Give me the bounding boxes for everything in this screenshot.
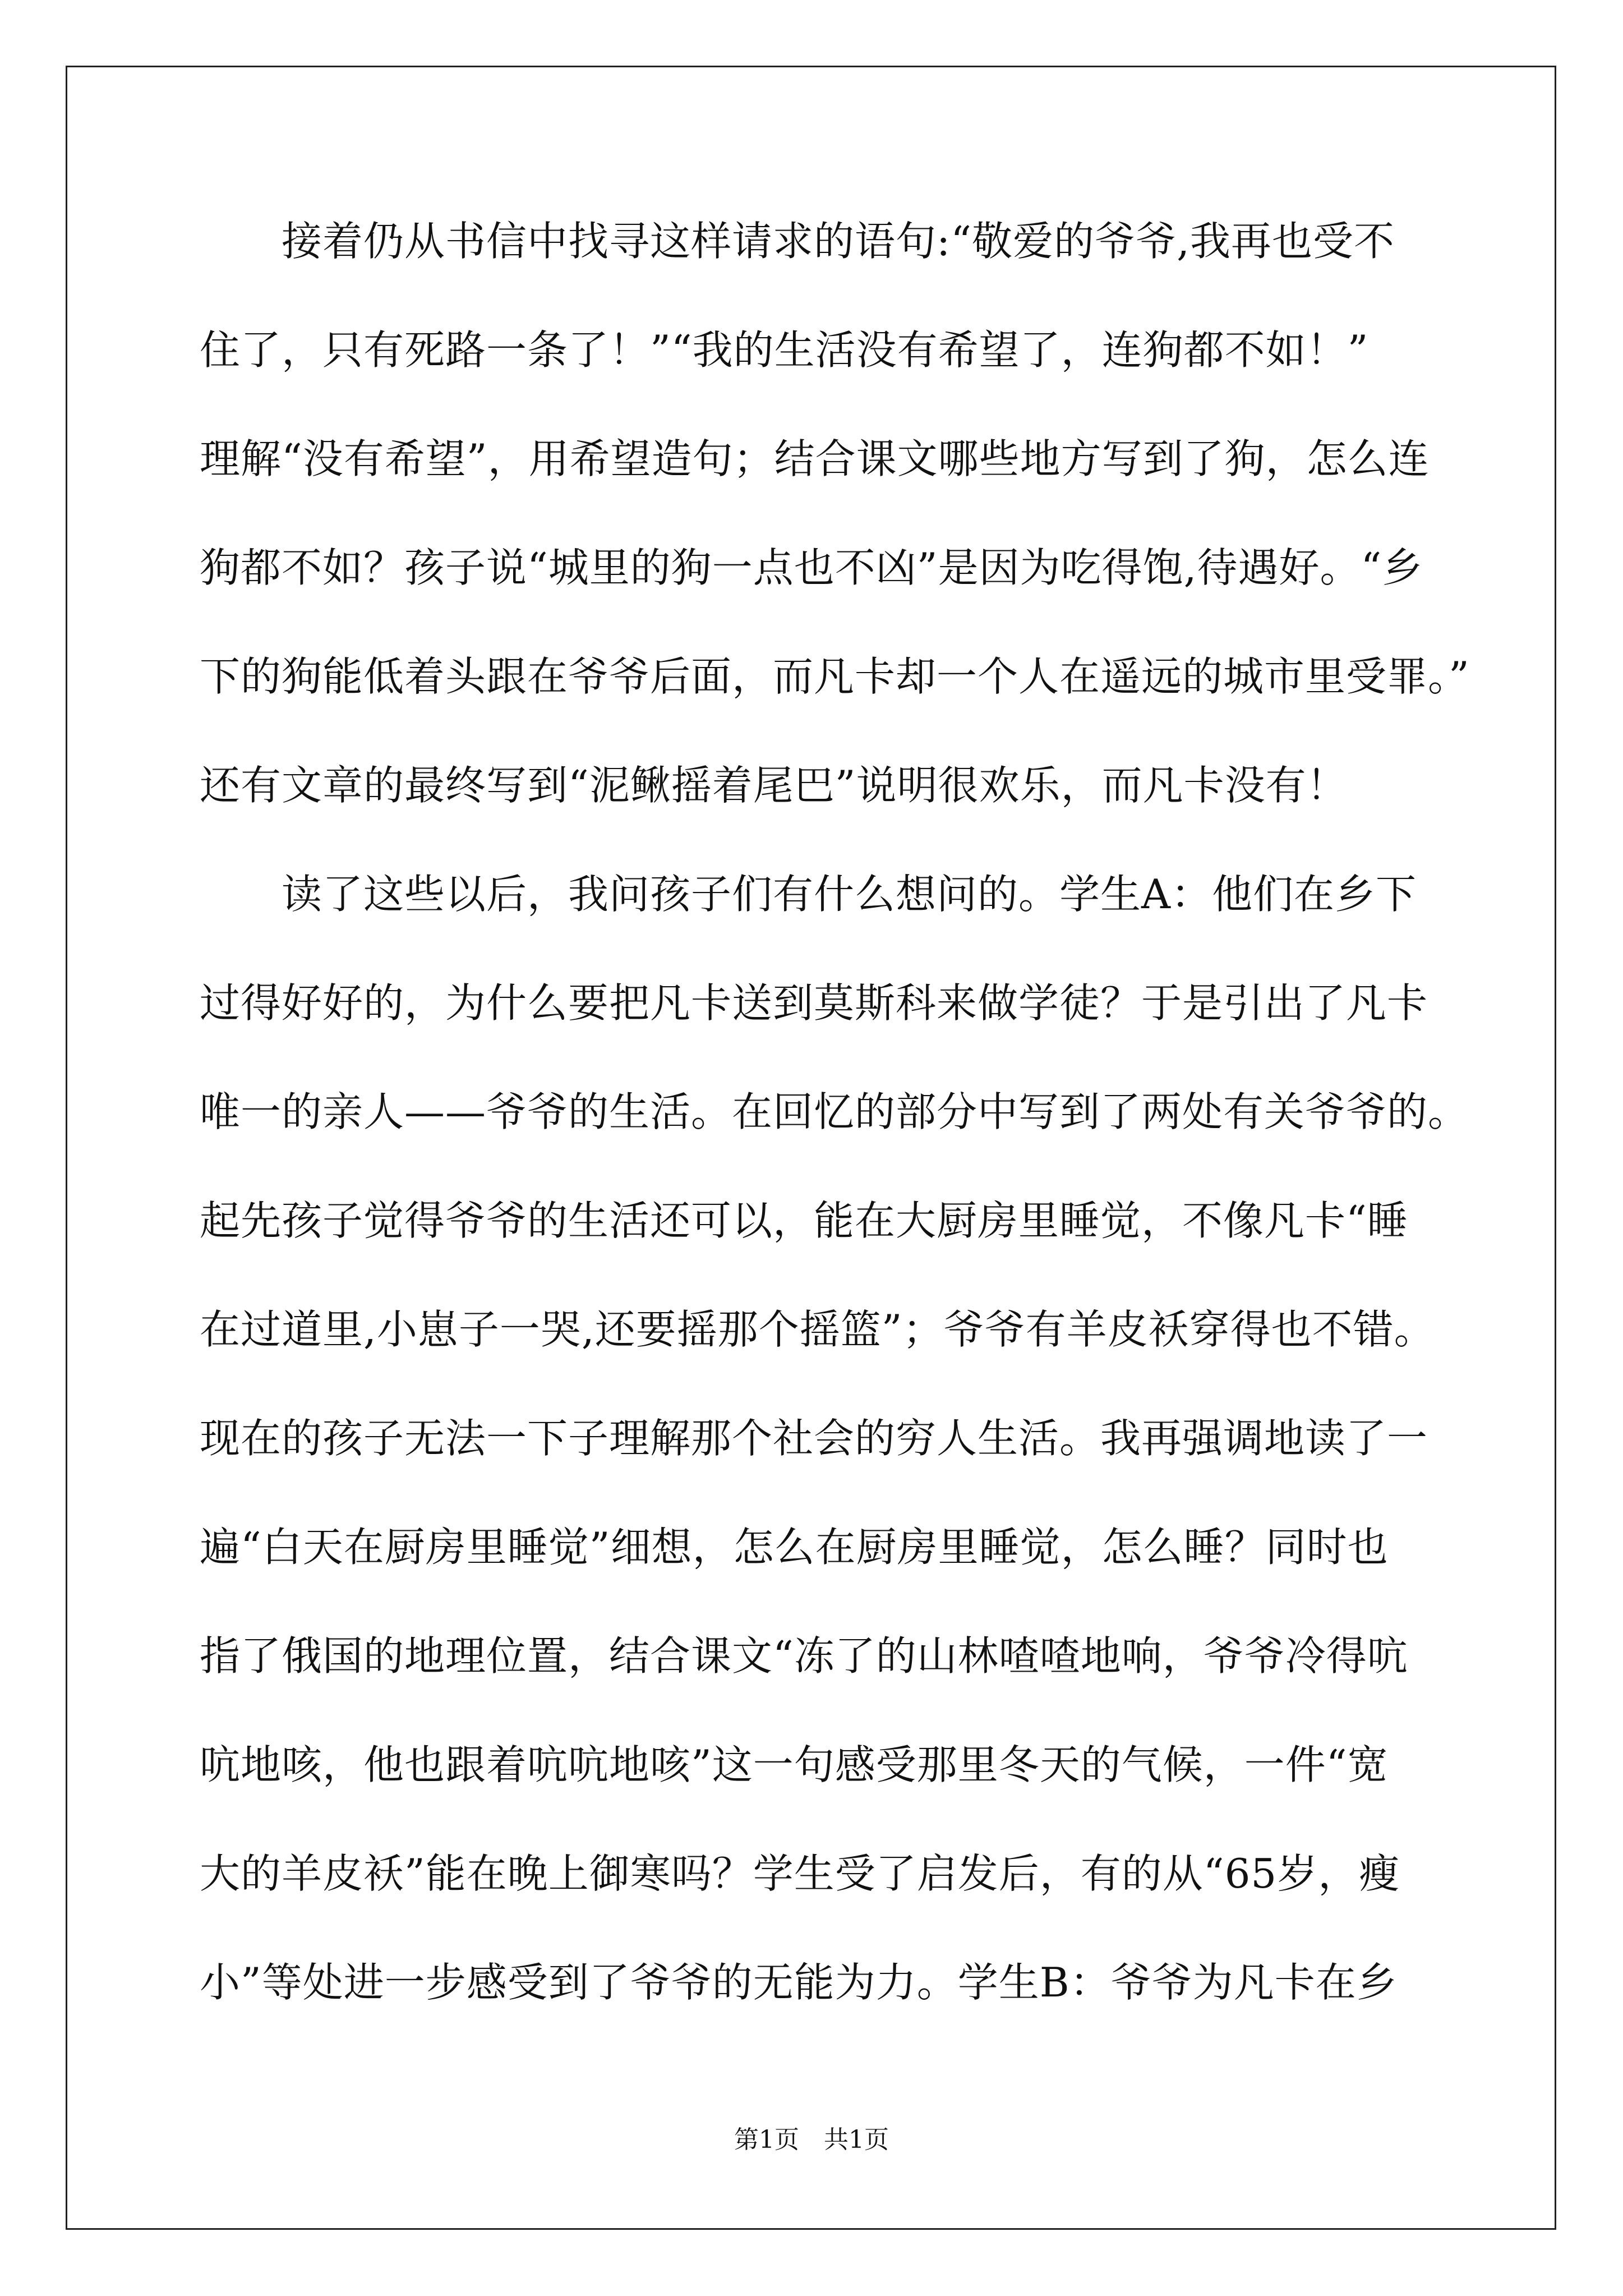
text-line: 唯一的亲人——爷爷的生活。在回忆的部分中写到了两处有关爷爷的。: [200, 1088, 1469, 1135]
text-line: 住了，只有死路一条了！”“我的生活没有希望了，连狗都不如！”: [200, 326, 1369, 374]
text-line: 过得好好的，为什么要把凡卡送到莫斯科来做学徒？于是引出了凡卡: [200, 979, 1428, 1027]
text-line: 现在的孩子无法一下子理解那个社会的穷人生活。我再强调地读了一: [200, 1415, 1428, 1462]
page-border: [66, 66, 1556, 2230]
text-line: 大的羊皮袄”能在晚上御寒吗？学生受了启发后，有的从“65岁，瘦: [200, 1850, 1400, 1897]
page-number-footer: 第1页 共1页: [734, 2125, 889, 2154]
text-line: 在过道里,小崽子一哭,还要摇那个摇篮”；爷爷有羊皮袄穿得也不错。: [200, 1306, 1435, 1353]
text-line: 狗都不如？孩子说“城里的狗一点也不凶”是因为吃得饱,待遇好。“乡: [200, 544, 1423, 591]
text-line: 吭地咳，他也跟着吭吭地咳”这一句感受那里冬天的气候，一件“宽: [200, 1741, 1389, 1788]
text-line: 小”等处进一步感受到了爷爷的无能为力。学生B：爷爷为凡卡在乡: [200, 1959, 1398, 2006]
text-line: 接着仍从书信中找寻这样请求的语句:“敬爱的爷爷,我再也受不: [200, 218, 1395, 265]
text-line: 读了这些以后，我问孩子们有什么想问的。学生A：他们在乡下: [200, 871, 1417, 918]
text-line: 下的狗能低着头跟在爷爷后面，而凡卡却一个人在遥远的城市里受罪。”: [200, 653, 1470, 700]
text-line: 遍“白天在厨房里睡觉”细想，怎么在厨房里睡觉，怎么睡？同时也: [200, 1524, 1389, 1571]
text-line: 起先孩子觉得爷爷的生活还可以，能在大厨房里睡觉，不像凡卡“睡: [200, 1197, 1408, 1244]
text-line: 理解“没有希望”，用希望造句；结合课文哪些地方写到了狗，怎么连: [200, 435, 1430, 482]
text-line: 指了俄国的地理位置，结合课文“冻了的山林喳喳地响，爷爷冷得吭: [200, 1632, 1408, 1680]
text-line: 还有文章的最终写到“泥鳅摇着尾巴”说明很欢乐，而凡卡没有！: [200, 762, 1348, 809]
